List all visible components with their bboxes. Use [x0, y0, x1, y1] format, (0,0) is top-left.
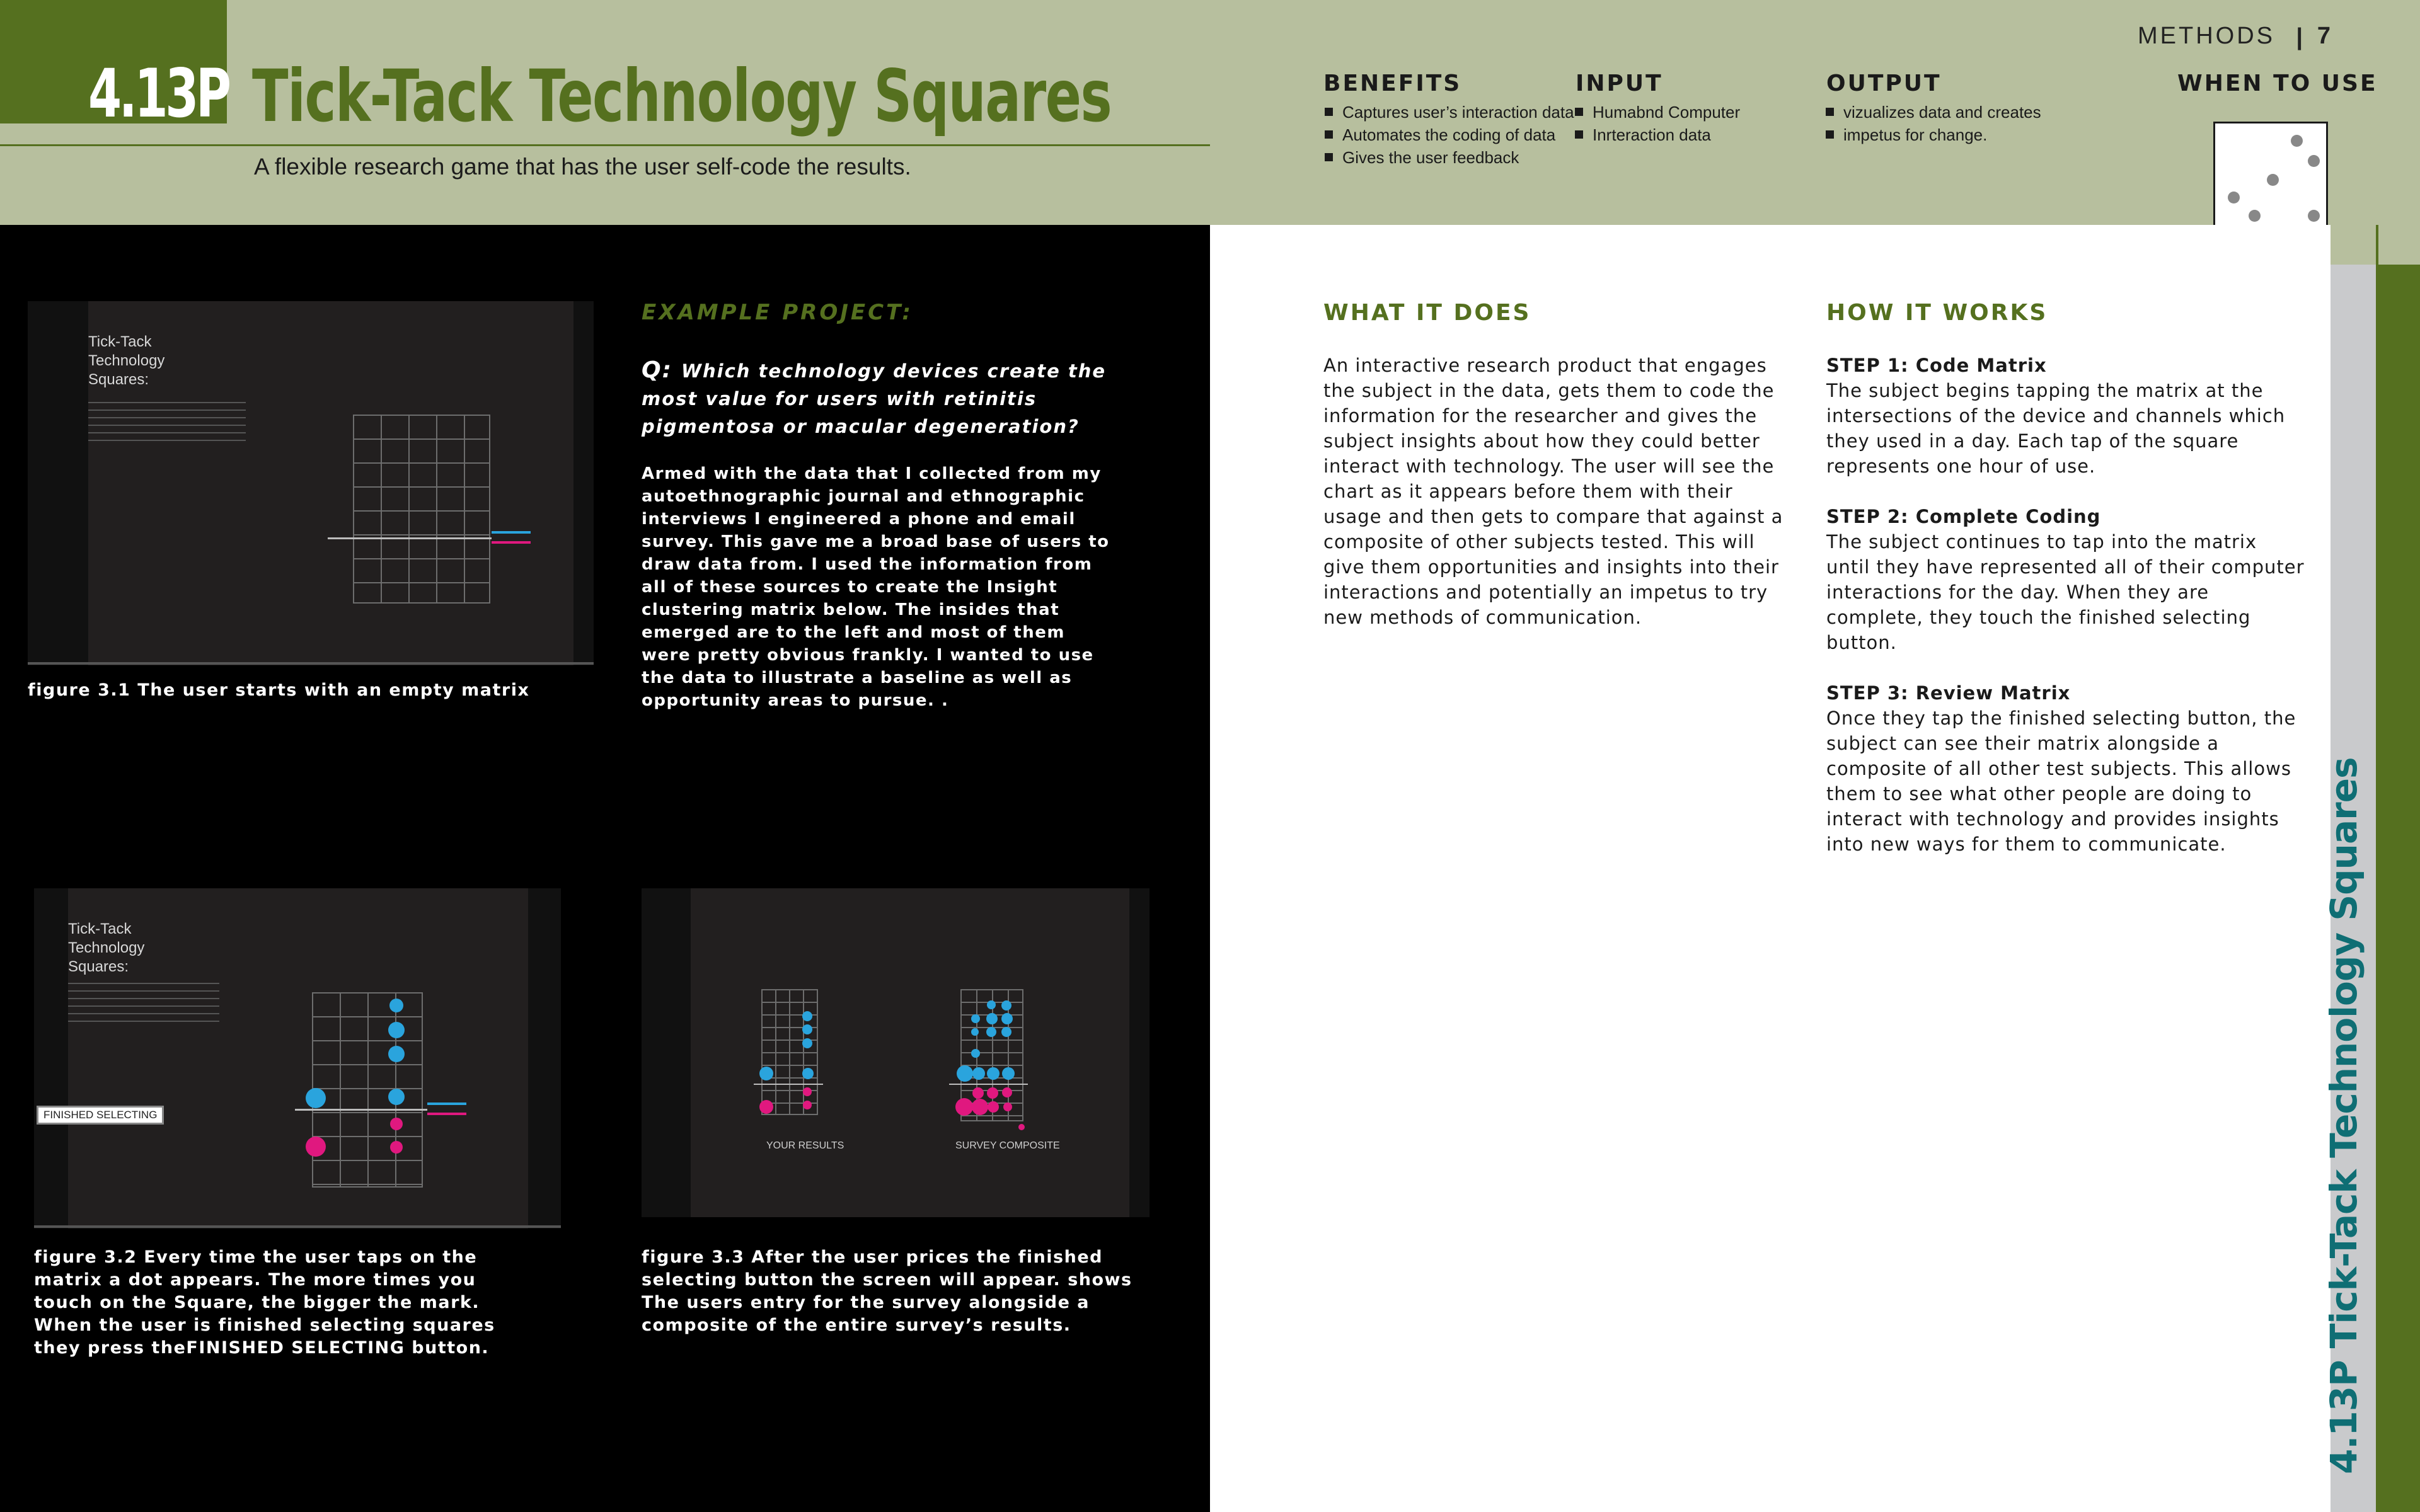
- page-subtitle: A flexible research game that has the user self-code the results.: [254, 154, 911, 180]
- input-heading: INPUT: [1576, 71, 1663, 96]
- dot-icon: [2249, 210, 2261, 222]
- benefits-heading: BENEFITS: [1323, 71, 1462, 96]
- list-item: Gives the user feedback: [1323, 146, 1574, 169]
- benefits-list: [1323, 101, 1574, 169]
- how-it-works-body: [1826, 353, 2305, 857]
- pink-dot: [987, 1087, 998, 1099]
- blue-dot: [987, 1000, 996, 1009]
- blue-dot: [987, 1067, 1000, 1080]
- finished-selecting-button[interactable]: FINISHED SELECTING: [37, 1106, 164, 1125]
- what-it-does-heading: WHAT IT DOES: [1323, 300, 1531, 326]
- side-tab-rule: [2376, 225, 2378, 1512]
- screen-instructions: [68, 983, 219, 1028]
- figure-screen: [43, 888, 528, 1228]
- question-text: Which technology devices create the most value for users with retinitis pigmentosa or macular degeneration?: [642, 360, 1107, 437]
- legend-blue: [492, 531, 531, 534]
- dot-icon: [2228, 192, 2240, 203]
- blue-dot: [986, 1027, 996, 1037]
- pink-dot: [390, 1141, 403, 1154]
- blue-dot: [957, 1065, 973, 1082]
- blue-dot: [1001, 1027, 1011, 1037]
- figure-3-2: [34, 888, 561, 1228]
- pink-dot: [1003, 1102, 1012, 1111]
- figure-3-1: [28, 301, 594, 665]
- step-block: [1826, 504, 2305, 655]
- section-divider: |: [2296, 24, 2303, 50]
- pink-dot: [1002, 1087, 1012, 1097]
- blue-dot: [306, 1088, 326, 1108]
- question-label: Q:: [642, 357, 672, 383]
- input-list: [1574, 101, 1740, 146]
- blue-dot: [986, 1013, 998, 1024]
- screen-title: Tick-Tack Technology Squares:: [68, 920, 145, 975]
- step-title: STEP 1: Code Matrix: [1826, 355, 2047, 376]
- screen-title: Tick-Tack Technology Squares:: [88, 333, 165, 388]
- step-text: The subject begins tapping the matrix at the intersections of the device and channels which they used in a day. Each tap of the square represents one hour of use.: [1826, 380, 2286, 477]
- blue-dot: [389, 999, 403, 1012]
- user-matrix: [761, 989, 818, 1115]
- blue-dot: [388, 1089, 405, 1105]
- pink-dot: [759, 1100, 773, 1114]
- survey-composite-label: SURVEY COMPOSITE: [955, 1140, 1060, 1151]
- legend-pink: [492, 541, 531, 544]
- screen-instructions: [88, 402, 246, 447]
- side-tab-top: [2331, 225, 2420, 265]
- scatter-dots-icon: [2213, 122, 2328, 235]
- dot-icon: [2308, 155, 2320, 167]
- figure-3-2-caption: figure 3.2 Every time the user taps on the matrix a dot appears. The more times you touch on the Square, the bigger the mark. When the user is finished selecting squares they press theFINISHED SELECTING button.: [34, 1247, 495, 1358]
- figure-3-1-caption: figure 3.1 The user starts with an empty matrix: [28, 680, 530, 700]
- legend-pink: [427, 1113, 466, 1115]
- legend-blue: [427, 1102, 466, 1105]
- blue-dot: [971, 1049, 980, 1058]
- when-to-use-heading: WHEN TO USE: [2177, 71, 2378, 96]
- blue-dot: [802, 1024, 812, 1034]
- baseline-rule: [754, 1084, 823, 1085]
- figure-screen: [88, 301, 573, 665]
- figure-screen: [691, 888, 1129, 1217]
- blue-dot: [1001, 1000, 1011, 1011]
- baseline-rule: [295, 1109, 427, 1111]
- dot-icon: [2267, 174, 2279, 186]
- blue-dot: [802, 1011, 812, 1021]
- your-results-label: YOUR RESULTS: [766, 1140, 844, 1151]
- example-project-heading: EXAMPLE PROJECT:: [642, 300, 913, 325]
- side-tab-title: 4.13P Tick-Tack Technology Squares: [2322, 757, 2365, 1474]
- baseline-rule: [949, 1084, 1028, 1085]
- figure-3-3: [642, 888, 1150, 1217]
- list-item-continuation: impetus for change.: [1843, 125, 1988, 144]
- list-item: vizualizes data and creates: [1824, 101, 2041, 123]
- list-item-continuation: Inrteraction data: [1593, 125, 1711, 144]
- blue-dot: [802, 1038, 812, 1048]
- pink-dot: [988, 1101, 999, 1113]
- list-item: Captures user’s interaction data: [1323, 101, 1574, 123]
- list-item: Humabnd Computer: [1574, 101, 1740, 123]
- list-item: [1824, 123, 2041, 146]
- pink-dot: [955, 1098, 973, 1116]
- blue-dot: [971, 1028, 979, 1036]
- title-rule: [0, 144, 1210, 146]
- blue-dot: [972, 1067, 985, 1080]
- pink-dot: [972, 1087, 984, 1099]
- pink-dot: [1018, 1124, 1025, 1130]
- pink-dot: [803, 1101, 812, 1109]
- blue-dot: [388, 1046, 405, 1062]
- pink-dot: [306, 1137, 326, 1157]
- method-number: 4.13P: [88, 55, 229, 132]
- section-label: METHODS: [2138, 23, 2275, 49]
- empty-matrix: [353, 415, 490, 604]
- figure-3-3-caption: figure 3.3 After the user prices the finished selecting button the screen will appear. shows The users entry for the survey alongside a composite of the entire survey’s results.: [642, 1247, 1132, 1335]
- pink-dot: [390, 1118, 403, 1130]
- dot-icon: [2291, 135, 2303, 147]
- page-number: 7: [2317, 23, 2331, 49]
- example-question: [642, 357, 1146, 440]
- step-text: Once they tap the finished selecting button, the subject can see their matrix alongside a composite of all other test subjects. This allows them to see what other people are doing to interact with technology and provides insights into new ways for them to communicate.: [1826, 707, 2296, 855]
- output-list: [1824, 101, 2041, 146]
- blue-dot: [759, 1067, 773, 1080]
- example-body: Armed with the data that I collected from my autoethnographic journal and ethnographic interviews I engineered a phone and email survey. This gave me a broad base of users to draw data from. I used the information from all of these sources to create the Insight clustering matrix below. The insides that emerged are to the left and most of them were pretty obvious frankly. I wanted to use the data to illustrate a baseline as well as opportunity areas to pursue. .: [642, 464, 1110, 710]
- blue-dot: [971, 1014, 980, 1023]
- list-item: Automates the coding of data: [1323, 123, 1574, 146]
- list-item: [1574, 123, 1740, 146]
- blue-dot: [802, 1068, 814, 1079]
- page-title: Tick-Tack Technology Squares: [252, 54, 1112, 138]
- step-title: STEP 3: Review Matrix: [1826, 682, 2071, 704]
- what-it-does-body: An interactive research product that engages the subject in the data, gets them to code the information for the researcher and gives the subject insights about how they could better interact with technology. The user will see the chart as it appears before them with their usage and then gets to compare that against a composite of other subjects tested. This will give them opportunities and insights into their interactions and potentially an impetus to try new methods of communication.: [1323, 355, 1783, 628]
- blue-dot: [1001, 1013, 1013, 1024]
- figure-rule: [34, 1225, 561, 1228]
- pink-dot: [972, 1099, 988, 1115]
- filled-matrix: [312, 992, 423, 1188]
- output-heading: OUTPUT: [1826, 71, 1942, 96]
- blue-dot: [388, 1022, 405, 1038]
- how-it-works-heading: HOW IT WORKS: [1826, 300, 2048, 326]
- dot-icon: [2308, 210, 2320, 222]
- step-text: The subject continues to tap into the matrix until they have represented all of their computer interactions for the day. When they are complete, they touch the finished selecting button.: [1826, 531, 2305, 653]
- baseline-rule: [328, 537, 492, 539]
- side-tab-dark: [2377, 265, 2420, 1512]
- pink-dot: [803, 1087, 812, 1096]
- figure-rule: [28, 662, 594, 665]
- step-title: STEP 2: Complete Coding: [1826, 506, 2101, 527]
- step-block: [1826, 680, 2305, 857]
- blue-dot: [1002, 1067, 1015, 1080]
- step-block: [1826, 353, 2305, 479]
